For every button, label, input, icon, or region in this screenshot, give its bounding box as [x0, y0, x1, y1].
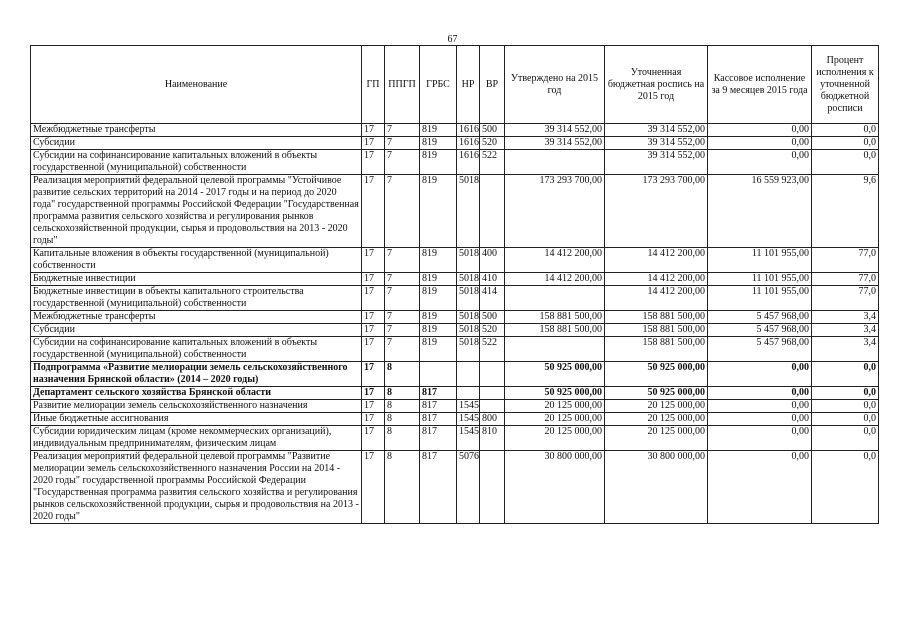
- row-name: Субсидии: [31, 137, 362, 150]
- row-nr: 5018: [457, 248, 480, 273]
- table-row: [31, 362, 879, 387]
- row-gp: 17: [362, 311, 385, 324]
- row-percent: 3,4: [812, 337, 879, 362]
- row-percent: 0,0: [812, 150, 879, 175]
- row-grbs: 817: [420, 387, 457, 400]
- row-approved: [505, 286, 605, 311]
- row-grbs: [420, 362, 457, 387]
- row-name: Подпрограмма «Развитие мелиорации земель сельскохозяйственного назначения Брянской области» (2014 – 2020 годы): [31, 362, 362, 387]
- row-grbs: 819: [420, 150, 457, 175]
- row-grbs: 819: [420, 137, 457, 150]
- row-percent: 0,0: [812, 124, 879, 137]
- row-ppgp: 7: [385, 137, 420, 150]
- table-row: [31, 400, 879, 413]
- row-nr: 5018: [457, 273, 480, 286]
- row-approved: 158 881 500,00: [505, 311, 605, 324]
- row-percent: 0,0: [812, 387, 879, 400]
- row-nr: [457, 387, 480, 400]
- row-ppgp: 7: [385, 311, 420, 324]
- row-gp: 17: [362, 337, 385, 362]
- row-cash: 0,00: [708, 150, 812, 175]
- table-row: [31, 286, 879, 311]
- row-percent: 77,0: [812, 273, 879, 286]
- row-refined: 158 881 500,00: [605, 311, 708, 324]
- header-nr: НР: [457, 46, 480, 124]
- row-cash: 5 457 968,00: [708, 324, 812, 337]
- row-refined: 20 125 000,00: [605, 426, 708, 451]
- row-name: Межбюджетные трансферты: [31, 124, 362, 137]
- row-refined: 14 412 200,00: [605, 273, 708, 286]
- row-gp: 17: [362, 150, 385, 175]
- table-row: [31, 451, 879, 524]
- table-row: [31, 311, 879, 324]
- row-grbs: 819: [420, 324, 457, 337]
- row-cash: 0,00: [708, 362, 812, 387]
- table-row: [31, 387, 879, 400]
- row-cash: 0,00: [708, 426, 812, 451]
- row-name: Бюджетные инвестиции: [31, 273, 362, 286]
- page-number: 67: [447, 34, 458, 45]
- header-percent: Процент исполнения к уточненной бюджетной росписи: [812, 46, 879, 124]
- row-gp: 17: [362, 413, 385, 426]
- row-approved: 158 881 500,00: [505, 324, 605, 337]
- row-vr: 500: [480, 311, 505, 324]
- row-percent: 0,0: [812, 413, 879, 426]
- row-name: Субсидии: [31, 324, 362, 337]
- row-vr: 414: [480, 286, 505, 311]
- row-gp: 17: [362, 400, 385, 413]
- row-refined: 50 925 000,00: [605, 362, 708, 387]
- row-approved: 173 293 700,00: [505, 175, 605, 248]
- row-vr: [480, 400, 505, 413]
- row-gp: 17: [362, 426, 385, 451]
- row-approved: 14 412 200,00: [505, 248, 605, 273]
- row-ppgp: 7: [385, 248, 420, 273]
- row-ppgp: 8: [385, 451, 420, 524]
- row-gp: 17: [362, 248, 385, 273]
- row-cash: 0,00: [708, 387, 812, 400]
- row-cash: 11 101 955,00: [708, 248, 812, 273]
- row-vr: [480, 175, 505, 248]
- budget-table: [30, 45, 879, 524]
- row-gp: 17: [362, 273, 385, 286]
- row-nr: 5018: [457, 311, 480, 324]
- row-ppgp: 8: [385, 362, 420, 387]
- row-vr: [480, 451, 505, 524]
- header-approved: Утверждено на 2015 год: [505, 46, 605, 124]
- row-gp: 17: [362, 324, 385, 337]
- row-approved: 30 800 000,00: [505, 451, 605, 524]
- row-ppgp: 7: [385, 337, 420, 362]
- row-vr: [480, 387, 505, 400]
- row-grbs: 817: [420, 413, 457, 426]
- row-grbs: 817: [420, 451, 457, 524]
- row-cash: 5 457 968,00: [708, 311, 812, 324]
- row-gp: 17: [362, 451, 385, 524]
- row-name: Капитальные вложения в объекты государственной (муниципальной) собственности: [31, 248, 362, 273]
- header-refined: Уточненная бюджетная роспись на 2015 год: [605, 46, 708, 124]
- header-row: [31, 46, 879, 124]
- row-cash: 16 559 923,00: [708, 175, 812, 248]
- row-cash: 5 457 968,00: [708, 337, 812, 362]
- row-approved: 39 314 552,00: [505, 137, 605, 150]
- row-nr: [457, 362, 480, 387]
- row-grbs: 819: [420, 337, 457, 362]
- row-nr: 1545: [457, 413, 480, 426]
- row-approved: 50 925 000,00: [505, 362, 605, 387]
- row-name: Иные бюджетные ассигнования: [31, 413, 362, 426]
- row-approved: [505, 150, 605, 175]
- row-vr: 800: [480, 413, 505, 426]
- row-grbs: 819: [420, 248, 457, 273]
- row-vr: [480, 362, 505, 387]
- row-percent: 77,0: [812, 286, 879, 311]
- row-approved: 20 125 000,00: [505, 400, 605, 413]
- row-nr: 1545: [457, 426, 480, 451]
- row-approved: 50 925 000,00: [505, 387, 605, 400]
- row-percent: 0,0: [812, 362, 879, 387]
- row-refined: 173 293 700,00: [605, 175, 708, 248]
- row-ppgp: 8: [385, 400, 420, 413]
- row-cash: 0,00: [708, 413, 812, 426]
- row-cash: 0,00: [708, 137, 812, 150]
- row-percent: 0,0: [812, 426, 879, 451]
- row-name: Межбюджетные трансферты: [31, 311, 362, 324]
- table-row: [31, 337, 879, 362]
- row-ppgp: 7: [385, 150, 420, 175]
- row-ppgp: 7: [385, 124, 420, 137]
- table-row: [31, 137, 879, 150]
- row-grbs: 819: [420, 175, 457, 248]
- row-percent: 0,0: [812, 400, 879, 413]
- row-cash: 11 101 955,00: [708, 286, 812, 311]
- table-row: [31, 324, 879, 337]
- row-vr: 520: [480, 324, 505, 337]
- row-grbs: 819: [420, 286, 457, 311]
- row-cash: 0,00: [708, 124, 812, 137]
- row-nr: 5018: [457, 286, 480, 311]
- row-grbs: 819: [420, 311, 457, 324]
- row-cash: 0,00: [708, 451, 812, 524]
- row-nr: 5018: [457, 175, 480, 248]
- table-row: [31, 273, 879, 286]
- row-vr: 520: [480, 137, 505, 150]
- row-gp: 17: [362, 124, 385, 137]
- row-grbs: 817: [420, 426, 457, 451]
- row-ppgp: 7: [385, 175, 420, 248]
- row-nr: 1616: [457, 124, 480, 137]
- row-gp: 17: [362, 387, 385, 400]
- row-vr: 500: [480, 124, 505, 137]
- row-gp: 17: [362, 362, 385, 387]
- row-ppgp: 8: [385, 426, 420, 451]
- row-refined: 14 412 200,00: [605, 286, 708, 311]
- header-gp: ГП: [362, 46, 385, 124]
- row-name: Субсидии на софинансирование капитальных вложений в объекты государственной (муниципальной) собственности: [31, 150, 362, 175]
- row-nr: 1545: [457, 400, 480, 413]
- row-gp: 17: [362, 286, 385, 311]
- row-approved: 39 314 552,00: [505, 124, 605, 137]
- table-row: [31, 124, 879, 137]
- row-approved: 14 412 200,00: [505, 273, 605, 286]
- row-cash: 11 101 955,00: [708, 273, 812, 286]
- row-vr: 400: [480, 248, 505, 273]
- row-refined: 39 314 552,00: [605, 137, 708, 150]
- row-nr: 5018: [457, 337, 480, 362]
- row-gp: 17: [362, 137, 385, 150]
- row-refined: 39 314 552,00: [605, 124, 708, 137]
- row-approved: 20 125 000,00: [505, 426, 605, 451]
- row-ppgp: 8: [385, 413, 420, 426]
- row-refined: 14 412 200,00: [605, 248, 708, 273]
- row-vr: 522: [480, 337, 505, 362]
- row-refined: 20 125 000,00: [605, 413, 708, 426]
- row-percent: 3,4: [812, 324, 879, 337]
- row-name: Субсидии на софинансирование капитальных вложений в объекты государственной (муниципальной) собственности: [31, 337, 362, 362]
- row-refined: 50 925 000,00: [605, 387, 708, 400]
- row-percent: 9,6: [812, 175, 879, 248]
- row-refined: 20 125 000,00: [605, 400, 708, 413]
- row-vr: 410: [480, 273, 505, 286]
- row-refined: 158 881 500,00: [605, 324, 708, 337]
- row-approved: 20 125 000,00: [505, 413, 605, 426]
- row-refined: 30 800 000,00: [605, 451, 708, 524]
- row-ppgp: 7: [385, 324, 420, 337]
- row-percent: 0,0: [812, 451, 879, 524]
- row-name: Реализация мероприятий федеральной целевой программы "Устойчивое развитие сельских территорий на 2014 - 2017 годы и на период до 2020 года" государственной программы Российской Федерации "Государственная программа развития сельского хозяйства и регулирования рынков сельскохозяйственной продукции, сырья и продовольствия на 2013 - 2020 годы": [31, 175, 362, 248]
- row-name: Субсидии юридическим лицам (кроме некоммерческих организаций), индивидуальным предпринимателям, физическим лицам: [31, 426, 362, 451]
- header-name: Наименование: [31, 46, 362, 124]
- header-grbs: ГРБС: [420, 46, 457, 124]
- row-approved: [505, 337, 605, 362]
- row-refined: 158 881 500,00: [605, 337, 708, 362]
- row-nr: 1616: [457, 137, 480, 150]
- row-refined: 39 314 552,00: [605, 150, 708, 175]
- header-vr: ВР: [480, 46, 505, 124]
- row-ppgp: 7: [385, 286, 420, 311]
- row-grbs: 817: [420, 400, 457, 413]
- header-ppgp: ППГП: [385, 46, 420, 124]
- row-nr: 5018: [457, 324, 480, 337]
- row-ppgp: 8: [385, 387, 420, 400]
- row-nr: 5076: [457, 451, 480, 524]
- row-percent: 77,0: [812, 248, 879, 273]
- row-percent: 3,4: [812, 311, 879, 324]
- row-name: Развитие мелиорации земель сельскохозяйственного назначения: [31, 400, 362, 413]
- row-cash: 0,00: [708, 400, 812, 413]
- table-row: [31, 150, 879, 175]
- row-vr: 810: [480, 426, 505, 451]
- row-gp: 17: [362, 175, 385, 248]
- table-row: [31, 175, 879, 248]
- row-name: Бюджетные инвестиции в объекты капитального строительства государственной (муниципальной) собственности: [31, 286, 362, 311]
- row-name: Департамент сельского хозяйства Брянской области: [31, 387, 362, 400]
- row-vr: 522: [480, 150, 505, 175]
- row-name: Реализация мероприятий федеральной целевой программы "Развитие мелиорации земель сельскохозяйственного назначения России на 2014 - 2020 годы" государственной программы Российской Федерации "Государственная программа развития сельского хозяйства и регулирования рынков сельскохозяйственной продукции, сырья и продовольствия на 2013 - 2020 годы": [31, 451, 362, 524]
- row-grbs: 819: [420, 273, 457, 286]
- table-row: [31, 248, 879, 273]
- table-row: [31, 426, 879, 451]
- row-grbs: 819: [420, 124, 457, 137]
- header-cash: Кассовое исполнение за 9 месяцев 2015 года: [708, 46, 812, 124]
- row-percent: 0,0: [812, 137, 879, 150]
- row-nr: 1616: [457, 150, 480, 175]
- table-row: [31, 413, 879, 426]
- row-ppgp: 7: [385, 273, 420, 286]
